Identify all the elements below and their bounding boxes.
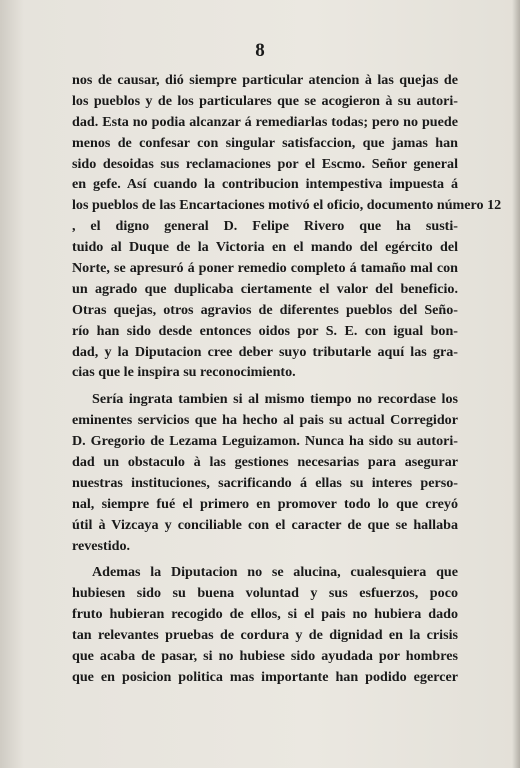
text-line: cias que le inspira su reconocimiento. <box>72 364 296 381</box>
text-line: D. Gregorio de Lezama Leguizamon. Nunca ha sido su autori- <box>72 433 458 450</box>
text-line: menos de confesar con singular satisfaccion, que jamas han <box>72 134 458 151</box>
text-line: Norte, se apresuró á poner remedio completo á tamaño mal con <box>72 260 458 277</box>
text-line: Sería ingrata tambien si al mismo tiempo no recordase los <box>92 391 458 408</box>
text-line: Otras quejas, otros agravios de diferentes pueblos del Seño- <box>72 301 458 318</box>
paragraph-2 <box>72 389 458 556</box>
text-line: dad, y la Diputacion cree deber suyo tributarle aquí las gra- <box>72 343 458 360</box>
text-line-with-reference <box>72 195 502 216</box>
text-line: en gefe. Así cuando la contribucion intempestiva impuesta á <box>72 176 458 193</box>
text-line: Ademas la Diputacion no se alucina, cualesquiera que <box>92 564 458 581</box>
text-line: tuido al Duque de la Victoria en el mando del egército del <box>72 239 458 256</box>
text-line: nos de causar, dió siempre particular atencion à las quejas de <box>72 72 458 88</box>
text-line: eminentes servicios que ha hecho al pais su actual Corregidor <box>72 412 458 429</box>
body-text <box>72 70 502 688</box>
text-line: hubiesen sido su buena voluntad y sus esfuerzos, poco <box>72 585 458 602</box>
text-line: nal, siempre fué el primero en promover todo lo que creyó <box>72 495 458 512</box>
text-line: útil à Vizcaya y conciliable con el caracter de que se hallaba <box>72 516 458 533</box>
paragraph-3 <box>72 562 458 687</box>
text-line: , el digno general D. Felipe Rivero que ha susti- <box>72 218 458 235</box>
text-line: que acaba de pasar, si no hubiese sido ayudada por hombres <box>72 648 458 665</box>
text-line: dad un obstaculo à las gestiones necesarias para asegurar <box>72 454 458 471</box>
text-line: río han sido desde entonces oidos por S. E. con igual bon- <box>72 322 458 339</box>
text-line: los pueblos y de los particulares que se acogieron à su autori- <box>72 92 458 109</box>
text-line: un agrado que duplicaba ciertamente el valor del beneficio. <box>72 280 458 297</box>
page-number: 8 <box>255 40 265 61</box>
text-line: tan relevantes pruebas de cordura y de dignidad en la crisis <box>72 627 458 644</box>
paragraph-1 <box>72 70 502 383</box>
text-line: que en posicion politica mas importante han podido egercer <box>72 668 458 685</box>
reference-lead: los pueblos de las Encartaciones motivó el oficio, documento número 12 <box>72 197 502 214</box>
text-line: fruto hubieran recogido de ellos, si el pais no hubiera dado <box>72 606 458 623</box>
text-line: revestido. <box>72 537 131 554</box>
page-edge-shadow <box>512 0 520 768</box>
text-line: dad. Esta no podia alcanzar á remediarlas todas; pero no puede <box>72 113 458 130</box>
text-line: sido desoidas sus reclamaciones por el Escmo. Señor general <box>72 155 458 172</box>
text-line: nuestras instituciones, sacrificando á ellas su interes perso- <box>72 474 458 491</box>
